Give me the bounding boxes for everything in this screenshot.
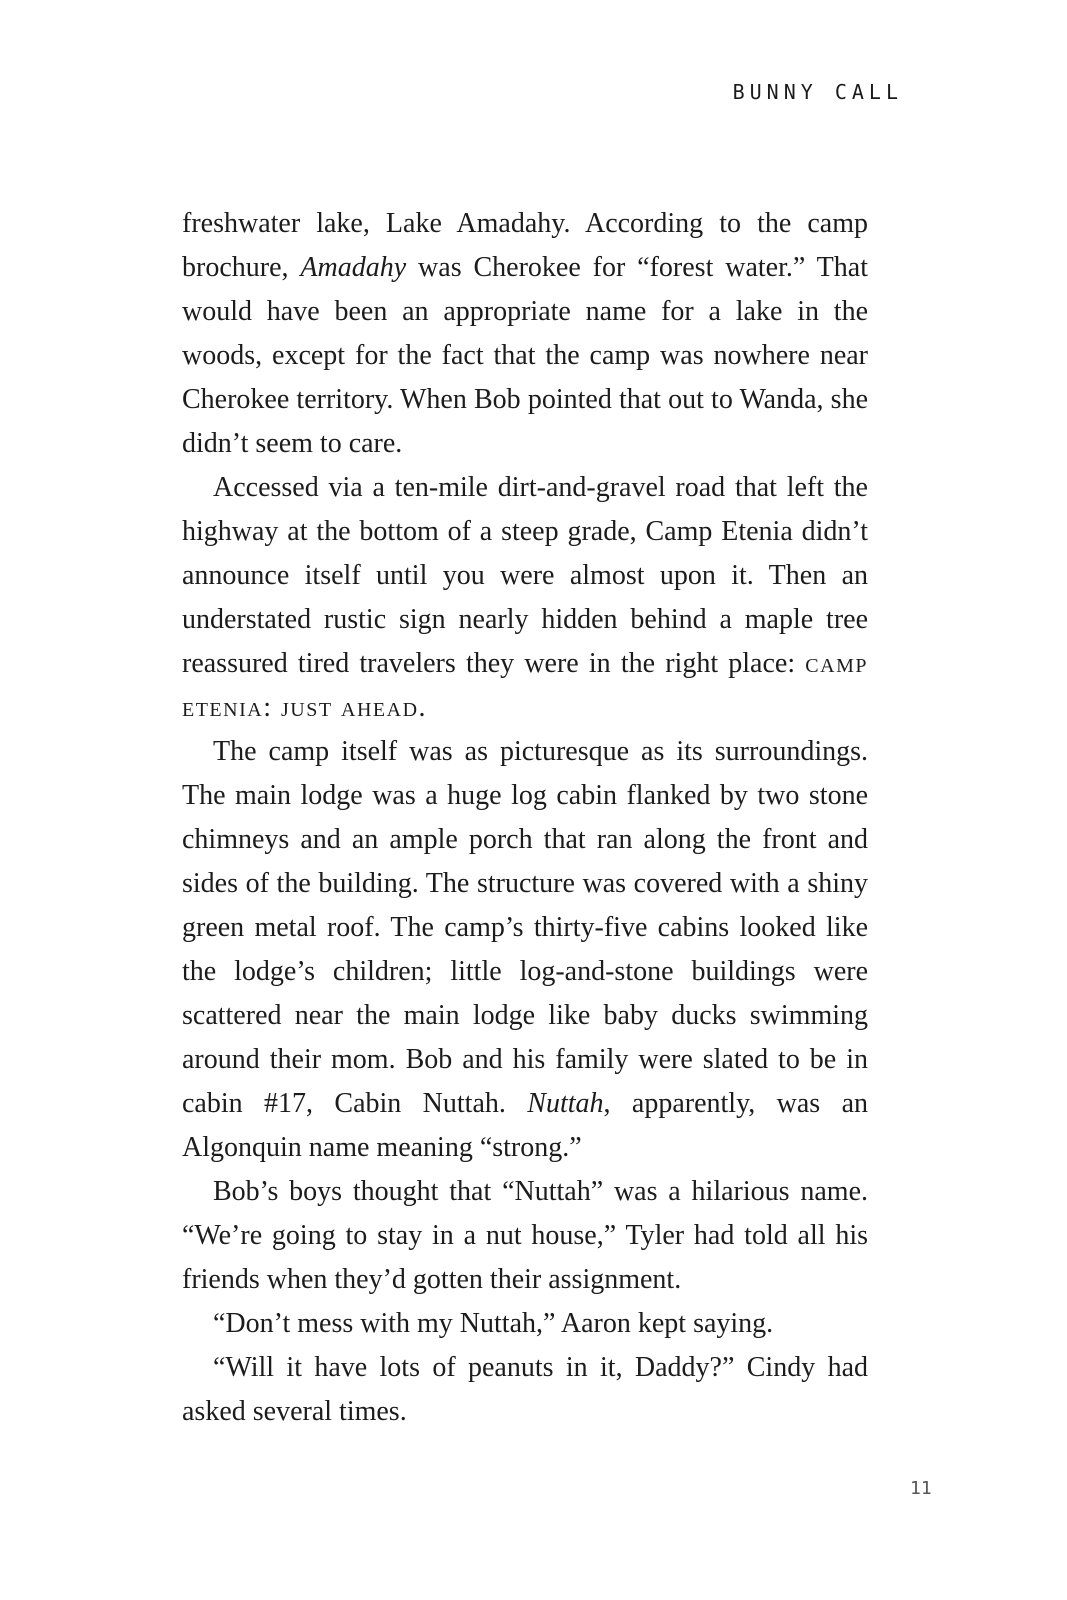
body-text xyxy=(182,202,868,1434)
paragraph-text: , apparently, was an Algonquin name meaning “strong.” xyxy=(182,1088,868,1163)
italic-term: Amadahy xyxy=(300,252,407,283)
paragraph-text: The camp itself was as picturesque as its surroundings. The main lodge was a huge log cabin flanked by two stone chimneys and an ample porch that ran along the front and sides of the building. The structure was covered with a shiny green metal roof. The camp’s thirty-five cabins looked like the lodge’s children; little log-and-stone buildings were scattered near the main lodge like baby ducks swimming around their mom. Bob and his family were slated to be in cabin #17, Cabin Nuttah. xyxy=(182,736,868,1119)
paragraph-text: freshwater lake, Lake Amadahy. According to the camp brochure, xyxy=(182,208,868,283)
page-number: 11 xyxy=(910,1478,932,1499)
running-head: BUNNY CALL xyxy=(732,80,903,104)
paragraph-text: Accessed via a ten-mile dirt-and-gravel road that left the highway at the bottom of a steep grade, Camp Etenia didn’t announce itself until you were almost upon it. Then an understated rustic sign nearly hidden behind a maple tree reassured tired travelers they were in the right place: xyxy=(182,472,868,679)
paragraph: “Will it have lots of peanuts in it, Daddy?” Cindy had asked several times. xyxy=(182,1352,868,1427)
paragraph: Bob’s boys thought that “Nuttah” was a hilarious name. “We’re going to stay in a nut house,” Tyler had told all his friends when they’d gotten their assignment. xyxy=(182,1176,868,1295)
sign-text: camp etenia: just ahead. xyxy=(182,648,868,723)
paragraph xyxy=(182,466,868,730)
paragraph xyxy=(182,202,868,466)
paragraph: “Don’t mess with my Nuttah,” Aaron kept saying. xyxy=(213,1308,774,1339)
paragraph xyxy=(182,730,868,1170)
paragraph-text: was Cherokee for “forest water.” That would have been an appropriate name for a lake in the woods, except for the fact that the camp was nowhere near Cherokee territory. When Bob pointed that out to Wanda, she didn’t seem to care. xyxy=(182,252,868,459)
italic-term: Nuttah xyxy=(527,1088,604,1119)
